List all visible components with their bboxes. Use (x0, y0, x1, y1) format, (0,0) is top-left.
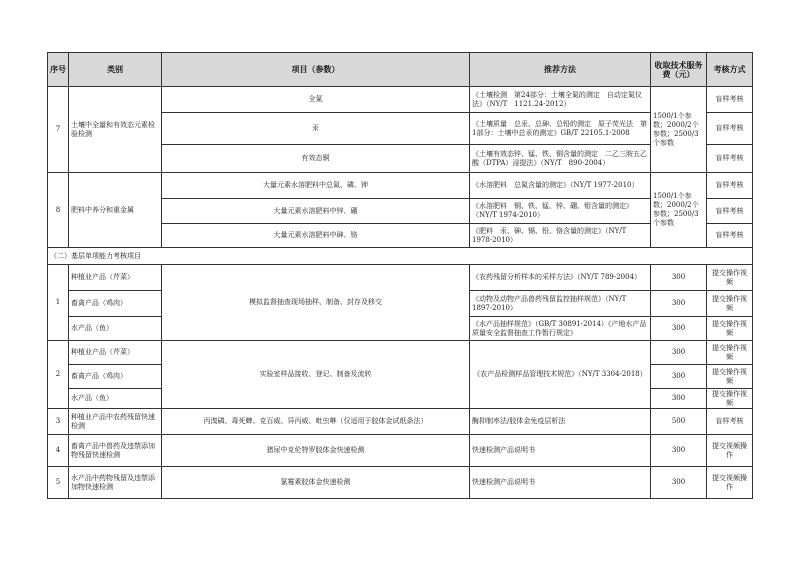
section-row (48, 248, 753, 265)
table-row (48, 87, 753, 113)
table-row (48, 435, 753, 467)
method-cell: 《土壤质量 总汞、总砷、总铅的测定 原子荧光法 第1部分：土壤中总汞的测定》GB/T 22105.1-2008 (470, 113, 651, 145)
assessment-cell: 提交操作视频 (707, 317, 753, 341)
item-cell: 实验室样品接收、登记、制备及流转 (162, 341, 470, 409)
assessment-cell: 盲样考核 (707, 173, 753, 199)
table-row (48, 265, 753, 291)
fee-cell: 300 (651, 365, 707, 389)
category-cell: 畜禽产品（鸡肉） (69, 365, 162, 389)
category-cell: 水产品中药物残留及违禁添加物快速检测 (69, 467, 162, 499)
header-assessment: 考核方式 (707, 53, 753, 87)
category-cell: 水产品（鱼） (69, 389, 162, 409)
item-cell: 模拟监督抽查现场抽样、制备、封存及移交 (162, 265, 470, 341)
seq-cell: 2 (48, 341, 69, 409)
fee-cell: 500 (651, 409, 707, 435)
seq-cell: 7 (48, 87, 69, 173)
seq-cell: 4 (48, 435, 69, 467)
category-cell: 种植业产品（芹菜） (69, 341, 162, 365)
item-cell: 全氮 (162, 87, 470, 113)
header-row (48, 53, 753, 87)
method-cell: 《肥料 汞、砷、镉、铅、铬含量的测定》（NY/T 1978-2010） (470, 224, 651, 248)
header-fee: 收取技术服务费（元） (651, 53, 707, 87)
assessment-table (47, 52, 753, 499)
category-cell: 种植业产品中农药残留快速检测 (69, 409, 162, 435)
item-cell: 大量元素水溶肥料中总氮、磷、钾 (162, 173, 470, 199)
assessment-cell: 提交操作视频 (707, 389, 753, 409)
fee-cell: 300 (651, 389, 707, 409)
fee-cell: 1500/1个参数；2000/2个参数；2500/3个参数 (651, 87, 707, 173)
item-cell: 氯霉素胶体金快速检测 (162, 467, 470, 499)
item-cell: 大量元素水溶肥料中砷、铬 (162, 224, 470, 248)
section-title: （二）基层单项能力考核项目 (48, 248, 753, 265)
category-cell: 畜禽产品（鸡肉） (69, 291, 162, 317)
method-cell: 《农产品检测样品管理技术规范》（NY/T 3304-2018） (470, 341, 651, 409)
category-cell: 种植业产品（芹菜） (69, 265, 162, 291)
item-cell: 丙溴磷、毒死蜱、克百威、异丙威、吡虫啉（仅适用于胶体金试纸条法） (162, 409, 470, 435)
assessment-cell: 提交操作视频 (707, 265, 753, 291)
table-row (48, 173, 753, 199)
method-cell: 酶抑制率法/胶体金免疫层析法 (470, 409, 651, 435)
assessment-cell: 盲样考核 (707, 87, 753, 113)
category-cell: 水产品（鱼） (69, 317, 162, 341)
method-cell: 《水溶肥料 总氮含量的测定》（NY/T 1977-2010） (470, 173, 651, 199)
assessment-cell: 盲样考核 (707, 199, 753, 224)
table-row (48, 467, 753, 499)
fee-cell: 300 (651, 265, 707, 291)
assessment-cell: 盲样考核 (707, 145, 753, 173)
fee-cell: 300 (651, 341, 707, 365)
table-row (48, 409, 753, 435)
fee-cell: 300 (651, 435, 707, 467)
item-cell: 猪尿中克伦特罗胶体金快速检测 (162, 435, 470, 467)
assessment-cell: 盲样考核 (707, 113, 753, 145)
category-cell: 土壤中全量和有效态元素检验检测 (69, 87, 162, 173)
item-cell: 有效态铜 (162, 145, 470, 173)
assessment-cell: 提交操作视频 (707, 365, 753, 389)
fee-cell: 300 (651, 467, 707, 499)
assessment-cell: 盲样考核 (707, 409, 753, 435)
item-cell: 大量元素水溶肥料中锌、硼 (162, 199, 470, 224)
seq-cell: 1 (48, 265, 69, 341)
method-cell: 《土壤有效态锌、锰、铁、铜含量的测定 二乙三胺五乙酸（DTPA）浸提法》（NY/T 890-2004） (470, 145, 651, 173)
seq-cell: 3 (48, 409, 69, 435)
header-method: 推荐方法 (470, 53, 651, 87)
item-cell: 汞 (162, 113, 470, 145)
method-cell: 《动物及动物产品兽药残留监控抽样规范》（NY/T 1897-2010） (470, 291, 651, 317)
assessment-cell: 提交视频操作 (707, 467, 753, 499)
assessment-cell: 提交操作视频 (707, 341, 753, 365)
seq-cell: 5 (48, 467, 69, 499)
method-cell: 快速检测产品说明书 (470, 435, 651, 467)
method-cell: 《水产品抽样规范》（GB/T 30891-2014）《产地水产品质量安全监督抽查工作暂行规定》 (470, 317, 651, 341)
fee-cell: 300 (651, 317, 707, 341)
method-cell: 快速检测产品说明书 (470, 467, 651, 499)
assessment-cell: 提交视频操作 (707, 435, 753, 467)
header-seq: 序号 (48, 53, 69, 87)
assessment-cell: 盲样考核 (707, 224, 753, 248)
header-item: 项目（参数） (162, 53, 470, 87)
fee-cell: 1500/1个参数；2000/2个参数；2500/3个参数 (651, 173, 707, 248)
method-cell: 《农药残留分析样本的采样方法》（NY/T 789-2004） (470, 265, 651, 291)
header-category: 类别 (69, 53, 162, 87)
seq-cell: 8 (48, 173, 69, 248)
category-cell: 肥料中养分和重金属 (69, 173, 162, 248)
table-row (48, 341, 753, 365)
fee-cell: 300 (651, 291, 707, 317)
method-cell: 《水溶肥料 铜、铁、锰、锌、硼、钼含量的测定》（NY/T 1974-2010） (470, 199, 651, 224)
category-cell: 畜禽产品中兽药及违禁添加物残留快速检测 (69, 435, 162, 467)
assessment-cell: 提交操作视频 (707, 291, 753, 317)
method-cell: 《土壤检测 第24部分：土壤全氮的测定 自动定氮仪法》（NY/T 1121.24-2012） (470, 87, 651, 113)
